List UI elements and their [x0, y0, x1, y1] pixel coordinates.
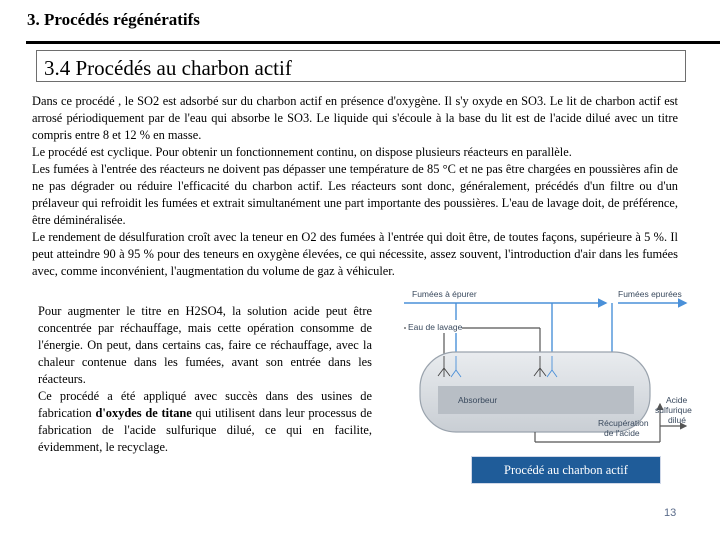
page-number: 13	[664, 507, 677, 519]
paragraph: Le procédé est cyclique. Pour obtenir un fonctionnement continu, on dispose plusieurs réacteurs en parallèle.	[32, 145, 572, 159]
label-recovery: de l'acide	[604, 428, 640, 438]
bold-term: d'oxydes de titane	[95, 406, 192, 420]
section-header: 3. Procédés régénératifs	[27, 10, 200, 29]
paragraph: Le rendement de désulfuration croît avec la teneur en O2 des fumées à l'entrée qui doit être, de toutes façons, supérieure à 5 %. Il peut atteindre 90 à 95 % pour des teneurs en oxygène élevées, ce qui nécessite, assez souvent, l'introduction d'air dans les fumées avec, comme inconvénient, l'augmentation du volume de gaz à véhiculer.	[32, 230, 678, 278]
page-title: 3.4 Procédés au charbon actif	[44, 56, 292, 80]
paragraph: Pour augmenter le titre en H2SO4, la solution acide peut être concentrée par réchauffage, mais cette opération consomme de l'énergie. On peut, dans certains cas, faire ce réchauffage, avec la chaleur contenue dans les fumées, avant son entrée dans les réacteurs.	[38, 304, 372, 386]
body-text	[32, 93, 678, 280]
label-wash-water: Eau de lavage	[408, 322, 463, 332]
text-run: Ce procédé a été appliqué avec succès dans des usines de fabrication	[38, 389, 372, 420]
header-rule	[26, 41, 720, 44]
label-fumes-out: Fumées epurées	[618, 289, 682, 299]
label-acid: Acide	[666, 395, 688, 405]
text-run: qui utilisent dans leur processus de fabrication de l'acide sulfurique dilué, ce qui en facilite, évidemment, le recyclage.	[38, 406, 372, 454]
side-text	[38, 303, 372, 456]
process-diagram	[398, 286, 694, 456]
label-fumes-in: Fumées à épurer	[412, 289, 477, 299]
paragraph	[38, 388, 372, 456]
label-acid: sulfurique	[655, 405, 692, 415]
label-acid: dilué	[668, 415, 686, 425]
figure-caption: Procédé au charbon actif	[471, 456, 661, 484]
label-absorber: Absorbeur	[458, 395, 498, 405]
label-recovery: Récupération	[598, 418, 649, 428]
paragraph: Les fumées à l'entrée des réacteurs ne doivent pas dépasser une température de 85 °C et ne pas être chargées en poussières afin de ne pas dégrader ou réduire l'efficacité du charbon actif. Les réacteurs sont donc, généralement, précédés d'un filtre ou d'un prélaveur qui refroidit les fumées et extrait simultanément une part importante des poussières. L'eau de lavage doit, de préférence, être déminéralisée.	[32, 162, 678, 227]
paragraph: Dans ce procédé , le SO2 est adsorbé sur du charbon actif en présence d'oxygène. Il s'y oxyde en SO3. Le lit de charbon actif est arrosé périodiquement par de l'eau qui absorbe le SO3. Le liquide qui s'écoule à la base du lit est de l'acide dilué avec un titre compris entre 8 et 12 % en masse.	[32, 94, 678, 142]
